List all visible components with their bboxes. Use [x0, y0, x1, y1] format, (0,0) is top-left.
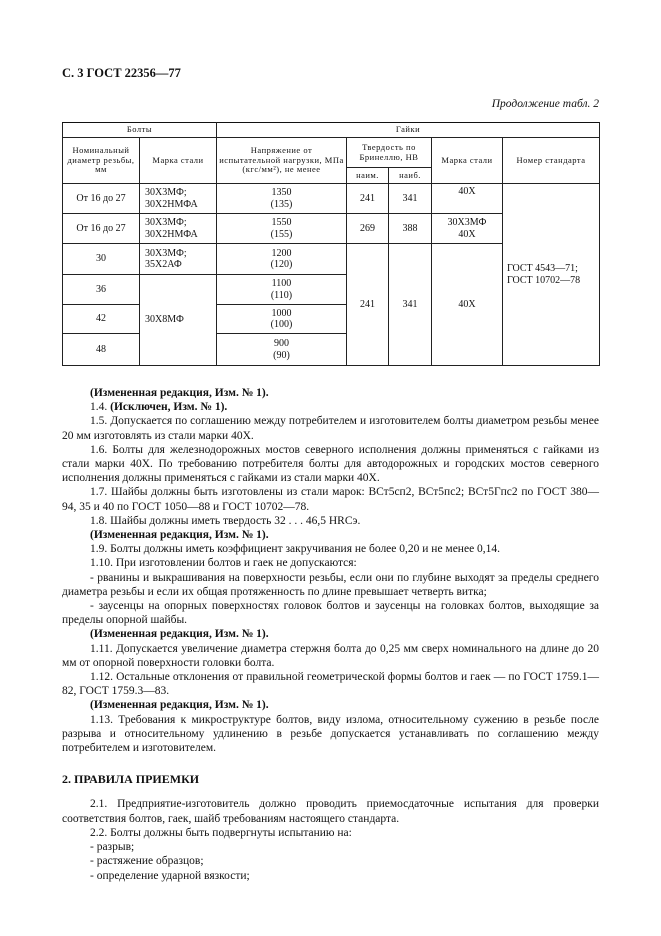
- header-standard: Номер стандарта: [503, 138, 600, 184]
- cell-stress: 1000 (100): [217, 305, 347, 334]
- cell-standard: ГОСТ 4543—71; ГОСТ 10702—78: [503, 184, 600, 366]
- paragraph-2-2: 2.2. Болты должны быть подвергнуты испытанию на:: [90, 826, 352, 839]
- cell-stress: 1200 (120): [217, 244, 347, 275]
- cell-diameter: 48: [63, 334, 140, 366]
- header-group-nuts: Гайки: [217, 123, 600, 138]
- paragraph-1-13: 1.13. Требования к микроструктуре болтов, виду излома, относительному сужению в резьбе после разрыва и относительному удлинению в резьбе допускается устанавливать по соглашению между потребителем и изготовителем.: [62, 713, 599, 755]
- page-header: С. 3 ГОСТ 22356—77: [62, 66, 181, 80]
- cell-hb-min-merged: 241: [347, 244, 389, 366]
- paragraph-1-6: 1.6. Болты для железнодорожных мостов северного исполнения должны применяться с гайками из стали марки 40Х. По требованию потребителя болты для автодорожных и городских мостов северного исполнения должны применяться с гайками из стали марки 40Х.: [62, 443, 599, 485]
- cell-stress: 1100 (110): [217, 275, 347, 305]
- table-caption: Продолжение табл. 2: [491, 98, 599, 110]
- standards-table-container: [62, 122, 599, 366]
- body-text: [62, 386, 599, 883]
- header-hardness-min: наим.: [347, 168, 389, 184]
- paragraph-2-1: 2.1. Предприятие-изготовитель должно проводить приемосдаточные испытания для проверки соответствия болтов, гаек, шайб требованиям настоящего стандарта.: [62, 798, 599, 825]
- list-item: - определение ударной вязкости;: [90, 869, 250, 882]
- table-row: [63, 184, 600, 214]
- list-item: - разрыв;: [90, 841, 135, 854]
- cell-hb-max: 388: [389, 214, 432, 244]
- cell-nut-steel: 30Х3МФ 40Х: [432, 214, 503, 244]
- cell-nut-steel-merged: 40Х: [432, 244, 503, 366]
- cell-stress: 900 (90): [217, 334, 347, 366]
- list-item: - рванины и выкрашивания на поверхности резьбы, если они по глубине выходят за пределы среднего диаметра резьбы и если их общая протяженность по длине превышает четверть витка;: [62, 571, 599, 598]
- cell-diameter: 42: [63, 305, 140, 334]
- header-stress: Напряжение от испытательной нагрузки, МПа (кгс/мм²), не менее: [217, 138, 347, 184]
- cell-diameter: От 16 до 27: [63, 184, 140, 214]
- list-item: - заусенцы на опорных поверхностях головок болтов и заусенцы на головках болтов, выходящие за пределы опорной шайбы.: [62, 600, 599, 627]
- amendment-note: (Измененная редакция, Изм. № 1).: [90, 628, 269, 641]
- paragraph-1-7: 1.7. Шайбы должны быть изготовлены из стали марок: ВСт5сп2, ВСт5пс2; ВСт5Гпс2 по ГОСТ 380—94, 35 и 40 по ГОСТ 1050—88 и ГОСТ 10702—78.: [62, 486, 599, 513]
- cell-bolt-steel-merged: 30Х8МФ: [140, 275, 217, 366]
- cell-hb-max-merged: 341: [389, 244, 432, 366]
- cell-diameter: От 16 до 27: [63, 214, 140, 244]
- cell-stress: 1350 (135): [217, 184, 347, 214]
- cell-bolt-steel: 30Х3МФ; 35Х2АФ: [140, 244, 217, 275]
- paragraph-1-10: 1.10. При изготовлении болтов и гаек не допускаются:: [90, 557, 357, 570]
- cell-hb-max: 341: [389, 184, 432, 214]
- cell-bolt-steel: 30Х3МФ; 30Х2НМФА: [140, 184, 217, 214]
- paragraph-1-5: 1.5. Допускается по соглашению между потребителем и изготовителем болты диаметром резьбы менее 20 мм изготовлять из стали марки 40Х.: [62, 415, 599, 442]
- header-nut-steel: Марка стали: [432, 138, 503, 184]
- header-group-bolts: Болты: [63, 123, 217, 138]
- paragraph-1-4: 1.4. (Исключен, Изм. № 1).: [90, 401, 228, 414]
- header-hardness-max: наиб.: [389, 168, 432, 184]
- list-item: - растяжение образцов;: [90, 855, 204, 868]
- paragraph-1-9: 1.9. Болты должны иметь коэффициент закручивания не более 0,20 и не менее 0,14.: [90, 543, 501, 556]
- header-diameter: Номинальный диаметр резьбы, мм: [63, 138, 140, 184]
- amendment-note: (Измененная редакция, Изм. № 1).: [90, 699, 269, 712]
- paragraph-1-8: 1.8. Шайбы должны иметь твердость 32 . . . 46,5 HRCэ.: [90, 514, 361, 527]
- header-hardness: Твердость по Бринеллю, НВ: [347, 138, 432, 168]
- cell-bolt-steel: 30Х3МФ; 30Х2НМФА: [140, 214, 217, 244]
- standards-table: [62, 122, 600, 366]
- section-title: 2. ПРАВИЛА ПРИЕМКИ: [62, 772, 200, 787]
- cell-stress: 1550 (155): [217, 214, 347, 244]
- cell-hb-min: 269: [347, 214, 389, 244]
- cell-hb-min: 241: [347, 184, 389, 214]
- cell-diameter: 30: [63, 244, 140, 275]
- cell-nut-steel: 40Х: [432, 184, 503, 214]
- header-bolt-steel: Марка стали: [140, 138, 217, 184]
- amendment-note: (Измененная редакция, Изм. № 1).: [90, 387, 269, 399]
- cell-diameter: 36: [63, 275, 140, 305]
- amendment-note: (Измененная редакция, Изм. № 1).: [90, 529, 269, 542]
- paragraph-1-12: 1.12. Остальные отклонения от правильной геометрической формы болтов и гаек — по ГОСТ 1759.1—82, ГОСТ 1759.3—83.: [62, 671, 599, 698]
- paragraph-1-11: 1.11. Допускается увеличение диаметра стержня болта до 0,25 мм сверх номинального на длине до 20 мм от опорной поверхности головки болта.: [62, 642, 599, 669]
